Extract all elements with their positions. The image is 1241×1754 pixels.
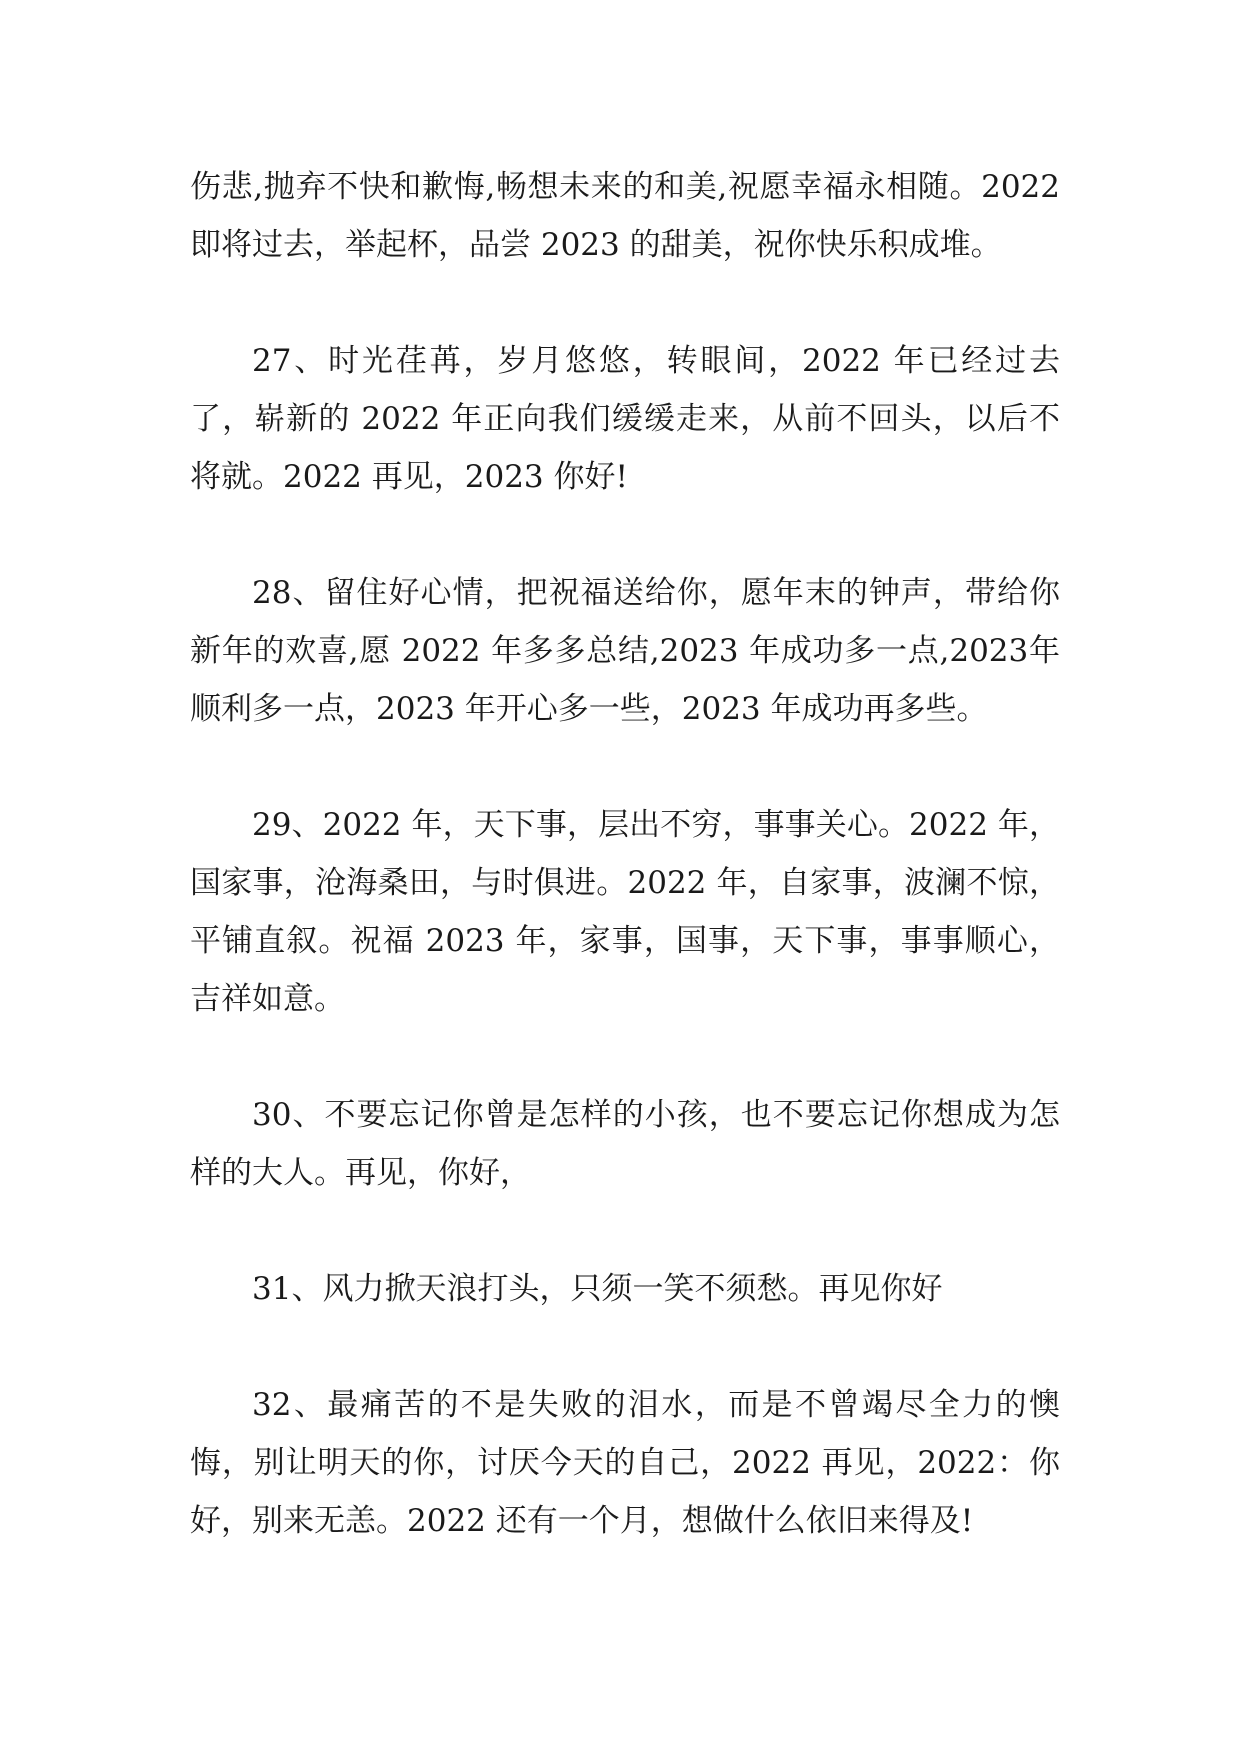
paragraph-28: 28、留住好心情，把祝福送给你，愿年末的钟声，带给你新年的欢喜,愿 2022 年多多总结,2023 年成功多一点,2023年顺利多一点，2023 年开心多一些，2023 年成功再多些。 <box>190 575 1060 727</box>
paragraph-spacer <box>190 1028 1060 1086</box>
paragraph-spacer <box>190 274 1060 332</box>
paragraph-27: 27、时光荏苒，岁月悠悠，转眼间，2022 年已经过去了，崭新的 2022 年正向我们缓缓走来，从前不回头，以后不将就。2022 再见，2023 你好! <box>190 343 1060 495</box>
paragraph-spacer <box>190 1202 1060 1260</box>
document-body <box>190 158 1060 1550</box>
paragraph-spacer <box>190 1318 1060 1376</box>
paragraph-spacer <box>190 506 1060 564</box>
paragraph-30: 30、不要忘记你曾是怎样的小孩，也不要忘记你想成为怎样的大人。再见，你好， <box>190 1097 1060 1191</box>
paragraph-spacer <box>190 738 1060 796</box>
paragraph-32: 32、最痛苦的不是失败的泪水，而是不曾竭尽全力的懊悔，别让明天的你，讨厌今天的自己，2022 再见，2022：你好，别来无恙。2022 还有一个月，想做什么依旧来得及! <box>190 1387 1060 1539</box>
paragraph-31: 31、风力掀天浪打头，只须一笑不须愁。再见你好 <box>252 1271 943 1307</box>
paragraph-29: 29、2022 年，天下事，层出不穷，事事关心。2022 年，国家事，沧海桑田，与时俱进。2022 年，自家事，波澜不惊，平铺直叙。祝福 2023 年，家事，国事，天下事，事事顺心，吉祥如意。 <box>190 807 1060 1017</box>
paragraph-continued: 伤悲,抛弃不快和歉悔,畅想未来的和美,祝愿幸福永相随。2022即将过去，举起杯，品尝 2023 的甜美，祝你快乐积成堆。 <box>190 169 1060 263</box>
